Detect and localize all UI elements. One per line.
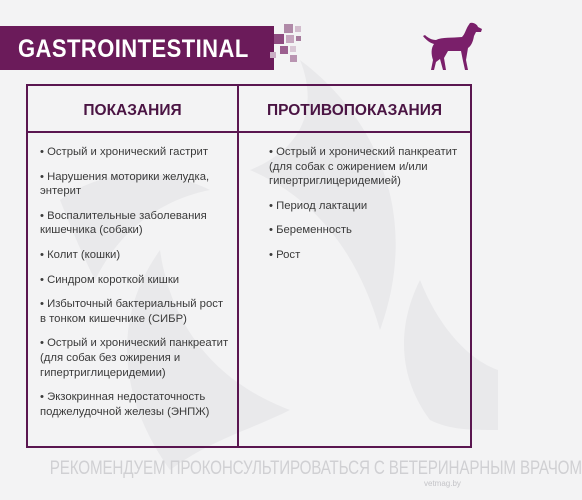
contraindications-heading: ПРОТИВОПОКАЗАНИЯ <box>266 102 443 119</box>
dog-silhouette-icon <box>418 20 484 74</box>
list-item: • Колит (кошки) <box>40 248 121 261</box>
list-item: • Острый и хронический панкреатит (для собак без ожирения и гипертриглицеридемии) <box>40 337 229 379</box>
footer-note: РЕКОМЕНДУЕМ ПРОКОНСУЛЬТИРОВАТЬСЯ С ВЕТЕРИНАРНЫМ ВРАЧОМ <box>49 458 582 479</box>
list-item: • Синдром короткой кишки <box>40 273 180 286</box>
list-item: • Острый и хронический панкреатит (для собак с ожирением и/или гипертриглицеридемией) <box>269 146 458 188</box>
banner-title: GASTROINTESTINAL <box>18 35 249 63</box>
list-item: • Беременность <box>269 224 352 237</box>
list-item: • Период лактации <box>269 199 368 212</box>
watermark: vetmag.by <box>424 479 461 488</box>
list-item: • Нарушения моторики желудка, энтерит <box>40 170 210 198</box>
indications-heading: ПОКАЗАНИЯ <box>83 102 182 119</box>
title-banner <box>0 26 274 70</box>
list-item: • Экзокринная недостаточность поджелудочной железы (ЭНПЖ) <box>40 391 210 418</box>
squares-icon <box>264 22 314 68</box>
list-item: • Рост <box>269 248 301 261</box>
list-item: • Острый и хронический гастрит <box>40 146 209 158</box>
indications-list <box>40 145 232 429</box>
list-item: • Избыточный бактериальный рост в тонком кишечнике (СИБР) <box>40 298 224 325</box>
column-divider <box>237 86 239 446</box>
contraindications-list <box>269 145 459 273</box>
header-rule <box>28 131 470 133</box>
list-item: • Воспалительные заболевания кишечника (собаки) <box>40 209 207 237</box>
